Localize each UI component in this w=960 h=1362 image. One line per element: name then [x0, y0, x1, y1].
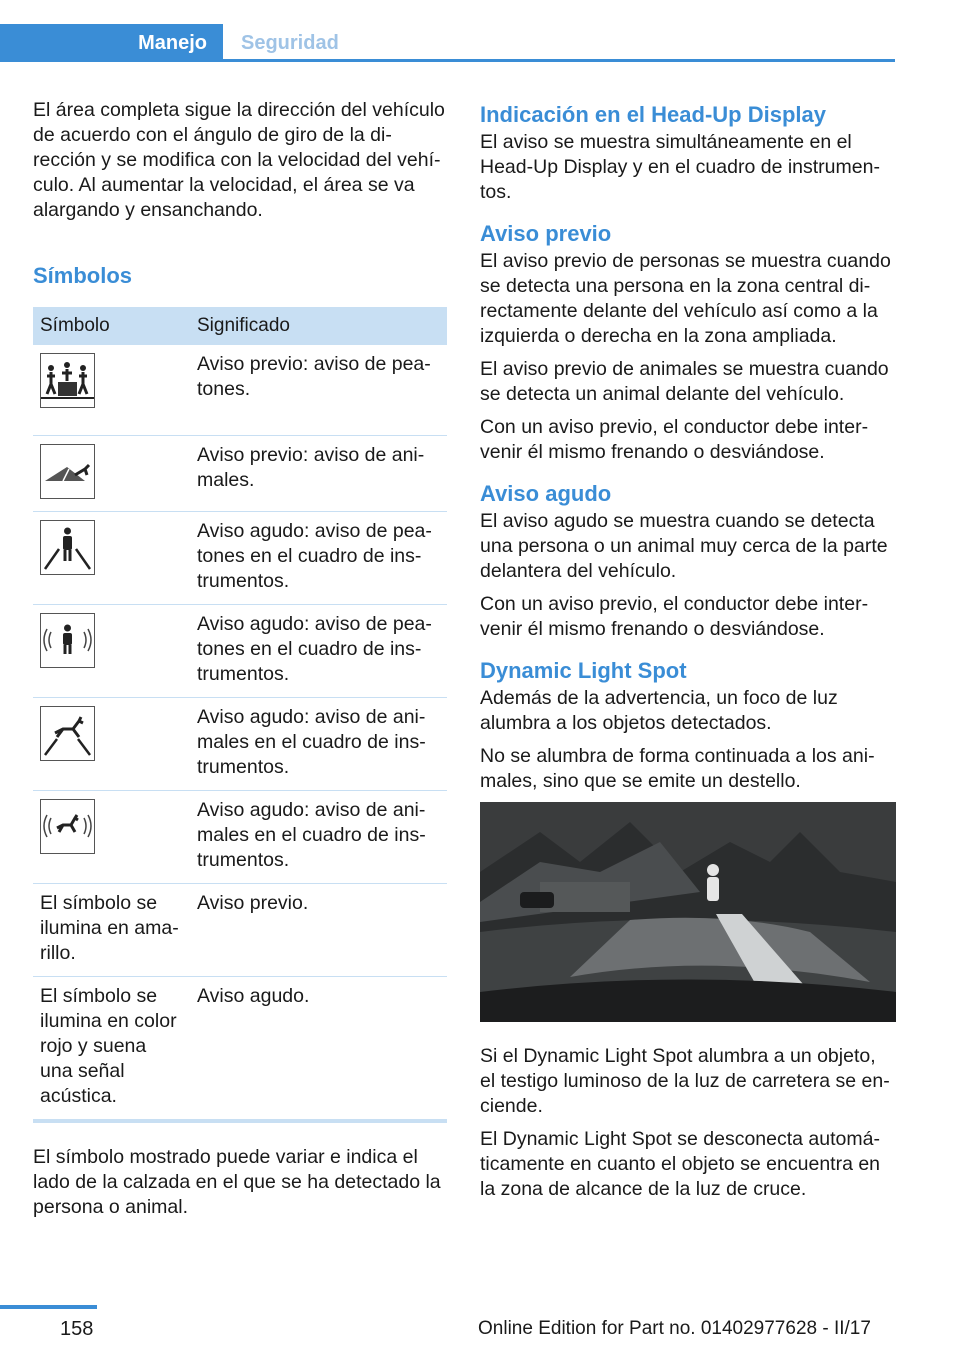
hud-paragraph: El aviso se muestra simultáneamente en el Head-Up Display y en el cuadro de instrumentos.: [480, 131, 880, 203]
previo-paragraph-1: El aviso previo de personas se muestra cuando se detecta una persona en la zona central directamente delante del vehículo así como a la izquierda o derecha en la zona ampliada.: [480, 250, 891, 347]
meaning-cell: Aviso agudo: aviso de animales en el cuadro de instrumentos.: [190, 790, 447, 883]
pedestrian-road-icon: [40, 520, 95, 575]
table-row: [33, 511, 447, 604]
dls-paragraph-1: Además de la advertencia, un foco de luz alumbra a los objetos detectados.: [480, 687, 838, 734]
dynamic-light-spot-photo: [480, 802, 896, 1022]
dls-paragraph-2: No se alumbra de forma continuada a los animales, sino que se emite un destello.: [480, 745, 875, 792]
edition-note: Online Edition for Part no. 01402977628 - II/17: [478, 1318, 871, 1339]
previo-heading: Aviso previo: [480, 221, 612, 246]
meaning-cell: Aviso agudo: aviso de peatones en el cuadro de instrumentos.: [190, 511, 447, 604]
meaning-cell: Aviso previo.: [190, 883, 447, 976]
left-column: [33, 98, 447, 1228]
table-row: [33, 790, 447, 883]
table-row: [33, 604, 447, 697]
meaning-cell: Aviso agudo: aviso de peatones en el cuadro de instrumentos.: [190, 604, 447, 697]
meaning-cell: Aviso agudo: aviso de animales en el cuadro de instrumentos.: [190, 697, 447, 790]
tab-seguridad[interactable]: Seguridad: [241, 32, 339, 54]
hud-heading: Indicación en el Head-Up Display: [480, 102, 826, 127]
meaning-cell: Aviso previo: aviso de animales.: [190, 435, 447, 511]
footer-divider: [0, 1305, 97, 1309]
agudo-paragraph-1: El aviso agudo se muestra cuando se detecta una persona o un animal muy cerca de la parte delantera del vehículo.: [480, 510, 888, 582]
meaning-cell: Aviso agudo.: [190, 976, 447, 1121]
col-header-symbol: Símbolo: [33, 307, 190, 345]
animal-road-icon: [40, 444, 95, 499]
dls-heading: Dynamic Light Spot: [480, 658, 687, 683]
agudo-paragraph-2: Con un aviso previo, el conductor debe intervenir él mismo frenando o desviándose.: [480, 593, 869, 640]
previo-paragraph-2: El aviso previo de animales se muestra cuando se detecta un animal delante del vehículo.: [480, 358, 889, 405]
symbols-heading: Símbolos: [33, 263, 133, 288]
table-row: [33, 435, 447, 511]
right-column: [480, 100, 896, 1210]
dls-paragraph-3: Si el Dynamic Light Spot alumbra a un objeto, el testigo luminoso de la luz de carretera se enciende.: [480, 1045, 890, 1117]
pedestrian-sound-icon: [40, 613, 95, 668]
previo-paragraph-3: Con un aviso previo, el conductor debe intervenir él mismo frenando o desviándose.: [480, 416, 869, 463]
page-number: 158: [60, 1318, 94, 1340]
intro-paragraph: El área completa sigue la dirección del vehículo de acuerdo con el ángulo de giro de la dirección y se modifica con la velocidad del vehículo. Al aumentar la velocidad, el área se va alargando y ensanchando.: [33, 99, 445, 221]
table-row: [33, 345, 447, 435]
agudo-heading: Aviso agudo: [480, 481, 612, 506]
table-row: [33, 697, 447, 790]
table-header-row: [33, 307, 447, 345]
pedestrian-group-icon: [40, 353, 95, 408]
header-divider: [223, 59, 895, 62]
deer-sound-icon: [40, 799, 95, 854]
table-row: [33, 883, 447, 976]
deer-road-icon: [40, 706, 95, 761]
header-bar: [0, 24, 895, 62]
dls-paragraph-4: El Dynamic Light Spot se desconecta automáticamente en cuanto el objeto se encuentra en la zona de alcance de la luz de cruce.: [480, 1128, 881, 1200]
col-header-meaning: Significado: [190, 307, 447, 345]
symbol-text-cell: El símbolo se ilumina en amarillo.: [33, 883, 190, 976]
table-row: [33, 976, 447, 1121]
outro-paragraph: El símbolo mostrado puede variar e indica el lado de la calzada en el que se ha detectado la persona o animal.: [33, 1145, 441, 1218]
symbol-text-cell: El símbolo se ilumina en color rojo y suena una señal acústica.: [33, 976, 190, 1121]
tab-manejo[interactable]: Manejo: [0, 24, 223, 62]
meaning-cell: Aviso previo: aviso de peatones.: [190, 345, 447, 435]
symbols-table: [33, 307, 447, 1123]
